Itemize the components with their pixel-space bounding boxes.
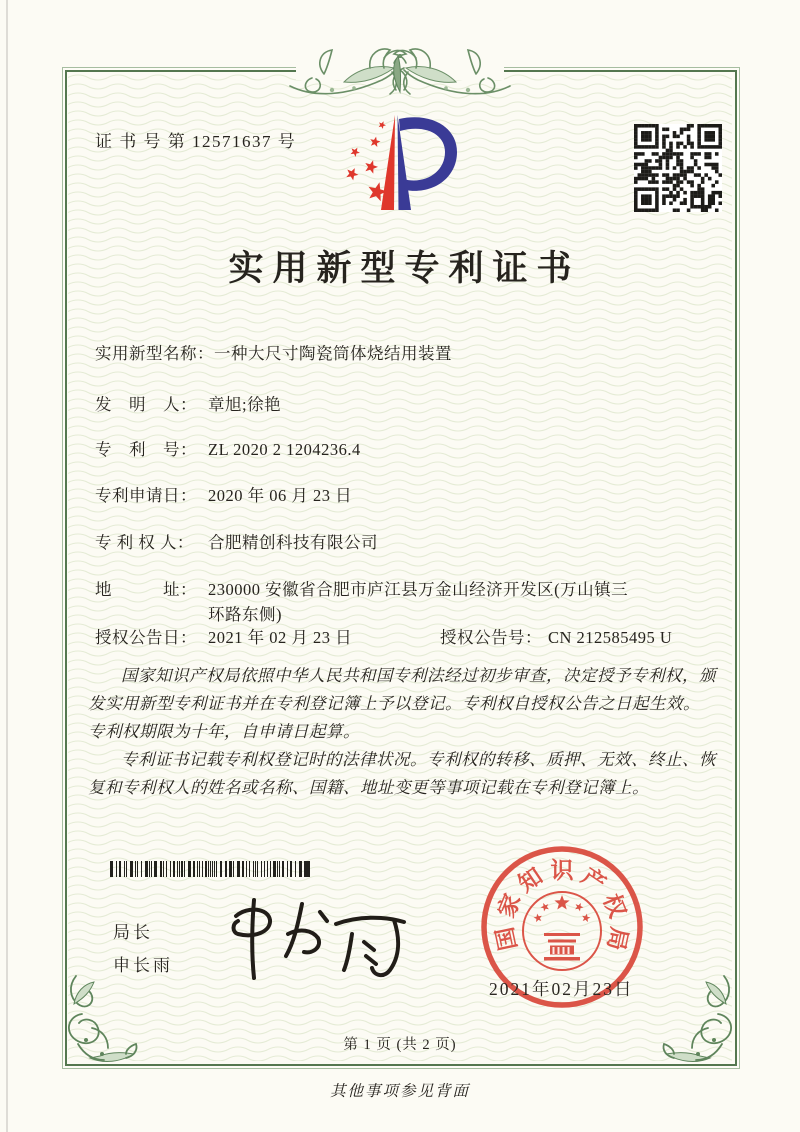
bottom-left-flourish (56, 970, 156, 1078)
page-title: 实用新型专利证书 (228, 249, 581, 288)
field-value: 章旭;徐艳 (208, 395, 282, 414)
commissioner-signature-image (224, 894, 409, 984)
back-note: 其他事项参见背面 (329, 1083, 470, 1100)
svg-text:权: 权 (598, 890, 631, 922)
page-number: 第 1 页 (共 2 页) (343, 1037, 457, 1053)
top-ornament-flourish (284, 12, 516, 104)
field-value: 230000 安徽省合肥市庐江县万金山经济开发区(万山镇三环路东侧) (208, 580, 629, 624)
scan-edge-shadow (6, 0, 8, 1132)
field-label: 发 明 人： (95, 395, 197, 414)
certificate-number: 证 书 号 第 12571637 号 (95, 132, 297, 151)
field-value: 2020 年 06 月 23 日 (208, 486, 353, 505)
svg-text:家: 家 (493, 890, 526, 922)
field-row-filing-date (95, 483, 720, 508)
field-row-inventor (95, 392, 720, 417)
field-row-patent-number (95, 437, 720, 462)
field-value: 2021 年 02 月 23 日 (208, 628, 353, 647)
field-row-address (95, 577, 720, 627)
commissioner-name: 申长雨 (113, 956, 173, 975)
legal-text-block (88, 662, 716, 802)
legal-paragraph-2: 专利证书记载专利权登记时的法律状况。专利权的转移、质押、无效、终止、恢复和专利权人的姓名或名称、国籍、地址变更等事项记载在专利登记簿上。 (88, 750, 716, 797)
field-label: 专 利 号： (95, 440, 197, 459)
svg-text:识: 识 (550, 858, 574, 883)
barcode (110, 861, 310, 877)
field-value: 一种大尺寸陶瓷筒体烧结用装置 (214, 344, 452, 363)
field-grant-number (440, 625, 672, 650)
svg-text:局: 局 (602, 924, 632, 953)
field-label: 地 址： (95, 580, 197, 599)
seal-date: 2021年02月23日 (489, 979, 634, 999)
field-label: 授权公告日： (95, 628, 197, 647)
field-value: 合肥精创科技有限公司 (208, 533, 378, 552)
legal-paragraph-1: 国家知识产权局依照中华人民共和国专利法经过初步审查，决定授予专利权，颁发实用新型专利证书并在专利登记簿上予以登记。专利权自授权公告之日起生效。专利权期限为十年，自申请日起算。 (88, 666, 716, 741)
svg-text:产: 产 (577, 863, 611, 897)
cnipa-logo-icon (333, 110, 465, 218)
field-value: CN 212585495 U (548, 628, 673, 647)
field-label: 专利申请日： (95, 486, 197, 505)
svg-text:国: 国 (492, 924, 522, 953)
field-label: 专 利 权 人： (95, 533, 194, 552)
field-row-patentee (95, 530, 720, 555)
svg-text:知: 知 (513, 863, 547, 897)
field-value: ZL 2020 2 1204236.4 (208, 440, 361, 459)
field-label: 授权公告号： (440, 628, 542, 647)
commissioner-title: 局长 (113, 923, 153, 942)
field-row-grant-date (95, 625, 720, 650)
field-row-name (95, 341, 720, 366)
qr-code (634, 124, 722, 212)
bottom-right-flourish (644, 970, 744, 1078)
field-label: 实用新型名称： (95, 344, 214, 363)
